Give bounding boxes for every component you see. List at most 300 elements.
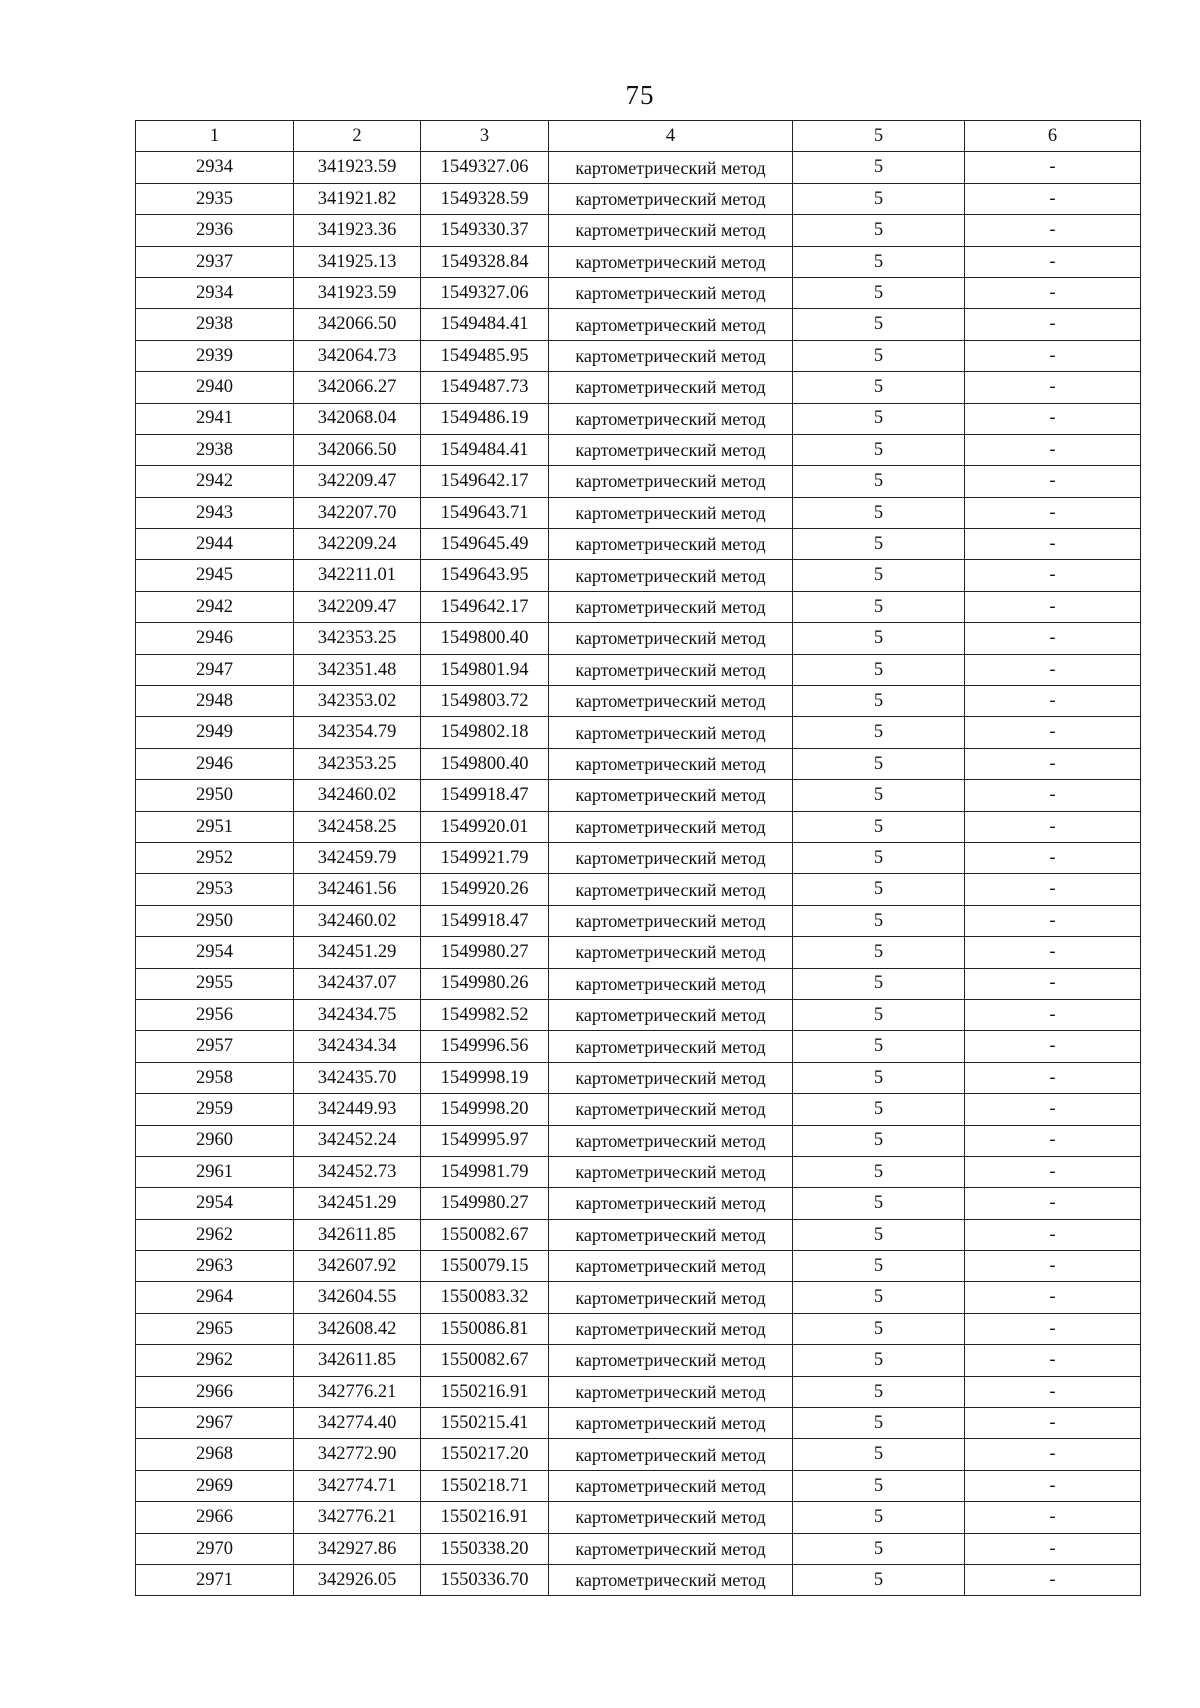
- point-number-cell: 2934: [136, 277, 294, 308]
- table-row: [136, 1188, 1141, 1219]
- y-coordinate-cell: 1549487.73: [421, 372, 549, 403]
- accuracy-cell: 5: [793, 277, 965, 308]
- accuracy-cell: 5: [793, 1502, 965, 1533]
- point-number-cell: 2936: [136, 215, 294, 246]
- table-row: [136, 717, 1141, 748]
- table-row: [136, 215, 1141, 246]
- note-cell: -: [965, 591, 1141, 622]
- table-row: [136, 1031, 1141, 1062]
- method-cell: картометрический метод: [549, 1282, 793, 1313]
- accuracy-cell: 5: [793, 434, 965, 465]
- accuracy-cell: 5: [793, 466, 965, 497]
- note-cell: -: [965, 842, 1141, 873]
- note-cell: -: [965, 1219, 1141, 1250]
- accuracy-cell: 5: [793, 874, 965, 905]
- x-coordinate-cell: 342449.93: [294, 1094, 421, 1125]
- x-coordinate-cell: 342607.92: [294, 1251, 421, 1282]
- table-row: [136, 560, 1141, 591]
- point-number-cell: 2959: [136, 1094, 294, 1125]
- note-cell: -: [965, 654, 1141, 685]
- table-row: [136, 152, 1141, 183]
- note-cell: -: [965, 560, 1141, 591]
- method-cell: картометрический метод: [549, 1533, 793, 1564]
- accuracy-cell: 5: [793, 1439, 965, 1470]
- point-number-cell: 2958: [136, 1062, 294, 1093]
- method-cell: картометрический метод: [549, 623, 793, 654]
- method-cell: картометрический метод: [549, 215, 793, 246]
- point-number-cell: 2965: [136, 1313, 294, 1344]
- y-coordinate-cell: 1550216.91: [421, 1376, 549, 1407]
- method-cell: картометрический метод: [549, 811, 793, 842]
- y-coordinate-cell: 1549996.56: [421, 1031, 549, 1062]
- method-cell: картометрический метод: [549, 968, 793, 999]
- method-cell: картометрический метод: [549, 1376, 793, 1407]
- y-coordinate-cell: 1549920.01: [421, 811, 549, 842]
- table-row: [136, 1156, 1141, 1187]
- method-cell: картометрический метод: [549, 1470, 793, 1501]
- method-cell: картометрический метод: [549, 874, 793, 905]
- table-row: [136, 434, 1141, 465]
- x-coordinate-cell: 342772.90: [294, 1439, 421, 1470]
- x-coordinate-cell: 342460.02: [294, 905, 421, 936]
- x-coordinate-cell: 342351.48: [294, 654, 421, 685]
- note-cell: -: [965, 1251, 1141, 1282]
- table-row: [136, 1345, 1141, 1376]
- x-coordinate-cell: 342451.29: [294, 937, 421, 968]
- method-cell: картометрический метод: [549, 497, 793, 528]
- accuracy-cell: 5: [793, 717, 965, 748]
- x-coordinate-cell: 342068.04: [294, 403, 421, 434]
- y-coordinate-cell: 1549643.95: [421, 560, 549, 591]
- point-number-cell: 2949: [136, 717, 294, 748]
- method-cell: картометрический метод: [549, 1219, 793, 1250]
- accuracy-cell: 5: [793, 403, 965, 434]
- method-cell: картометрический метод: [549, 246, 793, 277]
- note-cell: -: [965, 1062, 1141, 1093]
- method-cell: картометрический метод: [549, 717, 793, 748]
- coordinates-table: [135, 120, 1141, 1596]
- y-coordinate-cell: 1549643.71: [421, 497, 549, 528]
- point-number-cell: 2967: [136, 1408, 294, 1439]
- method-cell: картометрический метод: [549, 1439, 793, 1470]
- table-row: [136, 1282, 1141, 1313]
- note-cell: -: [965, 1470, 1141, 1501]
- point-number-cell: 2946: [136, 748, 294, 779]
- accuracy-cell: 5: [793, 246, 965, 277]
- table-row: [136, 1502, 1141, 1533]
- table-row: [136, 686, 1141, 717]
- y-coordinate-cell: 1549980.26: [421, 968, 549, 999]
- point-number-cell: 2951: [136, 811, 294, 842]
- note-cell: -: [965, 1408, 1141, 1439]
- accuracy-cell: 5: [793, 152, 965, 183]
- y-coordinate-cell: 1549918.47: [421, 780, 549, 811]
- method-cell: картометрический метод: [549, 1094, 793, 1125]
- x-coordinate-cell: 342459.79: [294, 842, 421, 873]
- note-cell: -: [965, 1439, 1141, 1470]
- y-coordinate-cell: 1550215.41: [421, 1408, 549, 1439]
- note-cell: -: [965, 215, 1141, 246]
- point-number-cell: 2943: [136, 497, 294, 528]
- accuracy-cell: 5: [793, 1251, 965, 1282]
- accuracy-cell: 5: [793, 905, 965, 936]
- accuracy-cell: 5: [793, 937, 965, 968]
- note-cell: -: [965, 183, 1141, 214]
- method-cell: картометрический метод: [549, 937, 793, 968]
- point-number-cell: 2962: [136, 1345, 294, 1376]
- point-number-cell: 2946: [136, 623, 294, 654]
- x-coordinate-cell: 342611.85: [294, 1345, 421, 1376]
- y-coordinate-cell: 1549642.17: [421, 591, 549, 622]
- accuracy-cell: 5: [793, 623, 965, 654]
- column-header: 5: [793, 121, 965, 152]
- x-coordinate-cell: 342354.79: [294, 717, 421, 748]
- y-coordinate-cell: 1550216.91: [421, 1502, 549, 1533]
- note-cell: -: [965, 403, 1141, 434]
- accuracy-cell: 5: [793, 780, 965, 811]
- point-number-cell: 2955: [136, 968, 294, 999]
- method-cell: картометрический метод: [549, 152, 793, 183]
- x-coordinate-cell: 342460.02: [294, 780, 421, 811]
- note-cell: -: [965, 340, 1141, 371]
- note-cell: -: [965, 1188, 1141, 1219]
- method-cell: картометрический метод: [549, 1125, 793, 1156]
- table-row: [136, 1470, 1141, 1501]
- x-coordinate-cell: 342774.40: [294, 1408, 421, 1439]
- point-number-cell: 2963: [136, 1251, 294, 1282]
- y-coordinate-cell: 1549328.84: [421, 246, 549, 277]
- point-number-cell: 2935: [136, 183, 294, 214]
- y-coordinate-cell: 1550079.15: [421, 1251, 549, 1282]
- accuracy-cell: 5: [793, 1282, 965, 1313]
- x-coordinate-cell: 342066.27: [294, 372, 421, 403]
- method-cell: картометрический метод: [549, 748, 793, 779]
- accuracy-cell: 5: [793, 1031, 965, 1062]
- accuracy-cell: 5: [793, 560, 965, 591]
- point-number-cell: 2952: [136, 842, 294, 873]
- method-cell: картометрический метод: [549, 340, 793, 371]
- column-header: 4: [549, 121, 793, 152]
- x-coordinate-cell: 341923.59: [294, 152, 421, 183]
- x-coordinate-cell: 342353.02: [294, 686, 421, 717]
- point-number-cell: 2966: [136, 1376, 294, 1407]
- y-coordinate-cell: 1549995.97: [421, 1125, 549, 1156]
- accuracy-cell: 5: [793, 654, 965, 685]
- point-number-cell: 2947: [136, 654, 294, 685]
- table-row: [136, 842, 1141, 873]
- point-number-cell: 2956: [136, 999, 294, 1030]
- point-number-cell: 2940: [136, 372, 294, 403]
- x-coordinate-cell: 342774.71: [294, 1470, 421, 1501]
- point-number-cell: 2964: [136, 1282, 294, 1313]
- table-row: [136, 937, 1141, 968]
- method-cell: картометрический метод: [549, 529, 793, 560]
- method-cell: картометрический метод: [549, 183, 793, 214]
- method-cell: картометрический метод: [549, 1564, 793, 1595]
- y-coordinate-cell: 1549998.20: [421, 1094, 549, 1125]
- table-row: [136, 968, 1141, 999]
- y-coordinate-cell: 1550217.20: [421, 1439, 549, 1470]
- note-cell: -: [965, 1031, 1141, 1062]
- x-coordinate-cell: 342926.05: [294, 1564, 421, 1595]
- method-cell: картометрический метод: [549, 434, 793, 465]
- y-coordinate-cell: 1550082.67: [421, 1219, 549, 1250]
- method-cell: картометрический метод: [549, 1408, 793, 1439]
- accuracy-cell: 5: [793, 1564, 965, 1595]
- table-row: [136, 811, 1141, 842]
- y-coordinate-cell: 1549330.37: [421, 215, 549, 246]
- column-header: 3: [421, 121, 549, 152]
- accuracy-cell: 5: [793, 1125, 965, 1156]
- method-cell: картометрический метод: [549, 999, 793, 1030]
- table-body: [136, 152, 1141, 1596]
- y-coordinate-cell: 1549981.79: [421, 1156, 549, 1187]
- note-cell: -: [965, 1533, 1141, 1564]
- point-number-cell: 2945: [136, 560, 294, 591]
- accuracy-cell: 5: [793, 372, 965, 403]
- method-cell: картометрический метод: [549, 309, 793, 340]
- table-row: [136, 1439, 1141, 1470]
- note-cell: -: [965, 1313, 1141, 1344]
- method-cell: картометрический метод: [549, 1062, 793, 1093]
- table-row: [136, 999, 1141, 1030]
- note-cell: -: [965, 968, 1141, 999]
- point-number-cell: 2954: [136, 1188, 294, 1219]
- y-coordinate-cell: 1550083.32: [421, 1282, 549, 1313]
- point-number-cell: 2942: [136, 466, 294, 497]
- table-row: [136, 1533, 1141, 1564]
- accuracy-cell: 5: [793, 1470, 965, 1501]
- accuracy-cell: 5: [793, 1188, 965, 1219]
- accuracy-cell: 5: [793, 1156, 965, 1187]
- accuracy-cell: 5: [793, 811, 965, 842]
- accuracy-cell: 5: [793, 1094, 965, 1125]
- note-cell: -: [965, 999, 1141, 1030]
- y-coordinate-cell: 1549998.19: [421, 1062, 549, 1093]
- method-cell: картометрический метод: [549, 1251, 793, 1282]
- point-number-cell: 2970: [136, 1533, 294, 1564]
- column-header: 6: [965, 121, 1141, 152]
- table-row: [136, 246, 1141, 277]
- table-row: [136, 529, 1141, 560]
- table-row: [136, 1219, 1141, 1250]
- y-coordinate-cell: 1550218.71: [421, 1470, 549, 1501]
- x-coordinate-cell: 342435.70: [294, 1062, 421, 1093]
- accuracy-cell: 5: [793, 1376, 965, 1407]
- accuracy-cell: 5: [793, 842, 965, 873]
- x-coordinate-cell: 342064.73: [294, 340, 421, 371]
- x-coordinate-cell: 342451.29: [294, 1188, 421, 1219]
- table-row: [136, 874, 1141, 905]
- y-coordinate-cell: 1549642.17: [421, 466, 549, 497]
- table-row: [136, 403, 1141, 434]
- y-coordinate-cell: 1550338.20: [421, 1533, 549, 1564]
- y-coordinate-cell: 1549484.41: [421, 309, 549, 340]
- method-cell: картометрический метод: [549, 686, 793, 717]
- y-coordinate-cell: 1549328.59: [421, 183, 549, 214]
- accuracy-cell: 5: [793, 183, 965, 214]
- method-cell: картометрический метод: [549, 1188, 793, 1219]
- table-row: [136, 780, 1141, 811]
- y-coordinate-cell: 1550336.70: [421, 1564, 549, 1595]
- method-cell: картометрический метод: [549, 842, 793, 873]
- y-coordinate-cell: 1549802.18: [421, 717, 549, 748]
- table-row: [136, 1564, 1141, 1595]
- method-cell: картометрический метод: [549, 560, 793, 591]
- note-cell: -: [965, 466, 1141, 497]
- y-coordinate-cell: 1549486.19: [421, 403, 549, 434]
- point-number-cell: 2969: [136, 1470, 294, 1501]
- table-header-row: [136, 121, 1141, 152]
- method-cell: картометрический метод: [549, 780, 793, 811]
- point-number-cell: 2961: [136, 1156, 294, 1187]
- note-cell: -: [965, 780, 1141, 811]
- method-cell: картометрический метод: [549, 654, 793, 685]
- method-cell: картометрический метод: [549, 1345, 793, 1376]
- point-number-cell: 2966: [136, 1502, 294, 1533]
- note-cell: -: [965, 686, 1141, 717]
- y-coordinate-cell: 1549327.06: [421, 152, 549, 183]
- y-coordinate-cell: 1549980.27: [421, 1188, 549, 1219]
- x-coordinate-cell: 342604.55: [294, 1282, 421, 1313]
- point-number-cell: 2950: [136, 780, 294, 811]
- x-coordinate-cell: 342452.24: [294, 1125, 421, 1156]
- table-row: [136, 905, 1141, 936]
- y-coordinate-cell: 1549918.47: [421, 905, 549, 936]
- note-cell: -: [965, 1282, 1141, 1313]
- accuracy-cell: 5: [793, 591, 965, 622]
- note-cell: -: [965, 309, 1141, 340]
- note-cell: -: [965, 246, 1141, 277]
- y-coordinate-cell: 1549800.40: [421, 623, 549, 654]
- point-number-cell: 2938: [136, 309, 294, 340]
- note-cell: -: [965, 874, 1141, 905]
- y-coordinate-cell: 1549801.94: [421, 654, 549, 685]
- table-row: [136, 309, 1141, 340]
- method-cell: картометрический метод: [549, 1156, 793, 1187]
- note-cell: -: [965, 277, 1141, 308]
- x-coordinate-cell: 341925.13: [294, 246, 421, 277]
- y-coordinate-cell: 1549327.06: [421, 277, 549, 308]
- accuracy-cell: 5: [793, 215, 965, 246]
- table-row: [136, 1408, 1141, 1439]
- method-cell: картометрический метод: [549, 372, 793, 403]
- accuracy-cell: 5: [793, 309, 965, 340]
- table-row: [136, 1376, 1141, 1407]
- note-cell: -: [965, 905, 1141, 936]
- method-cell: картометрический метод: [549, 403, 793, 434]
- y-coordinate-cell: 1549485.95: [421, 340, 549, 371]
- x-coordinate-cell: 342458.25: [294, 811, 421, 842]
- x-coordinate-cell: 342776.21: [294, 1502, 421, 1533]
- accuracy-cell: 5: [793, 497, 965, 528]
- note-cell: -: [965, 529, 1141, 560]
- method-cell: картометрический метод: [549, 1502, 793, 1533]
- point-number-cell: 2968: [136, 1439, 294, 1470]
- point-number-cell: 2950: [136, 905, 294, 936]
- note-cell: -: [965, 1094, 1141, 1125]
- y-coordinate-cell: 1549921.79: [421, 842, 549, 873]
- page-number: 75: [625, 80, 655, 110]
- accuracy-cell: 5: [793, 968, 965, 999]
- x-coordinate-cell: 342066.50: [294, 434, 421, 465]
- note-cell: -: [965, 1376, 1141, 1407]
- x-coordinate-cell: 342776.21: [294, 1376, 421, 1407]
- x-coordinate-cell: 342437.07: [294, 968, 421, 999]
- x-coordinate-cell: 342452.73: [294, 1156, 421, 1187]
- note-cell: -: [965, 1564, 1141, 1595]
- note-cell: -: [965, 434, 1141, 465]
- table-row: [136, 1251, 1141, 1282]
- table-row: [136, 1062, 1141, 1093]
- note-cell: -: [965, 1502, 1141, 1533]
- table-row: [136, 591, 1141, 622]
- x-coordinate-cell: 342611.85: [294, 1219, 421, 1250]
- table-row: [136, 340, 1141, 371]
- x-coordinate-cell: 342608.42: [294, 1313, 421, 1344]
- point-number-cell: 2942: [136, 591, 294, 622]
- table-row: [136, 1094, 1141, 1125]
- accuracy-cell: 5: [793, 340, 965, 371]
- accuracy-cell: 5: [793, 999, 965, 1030]
- point-number-cell: 2934: [136, 152, 294, 183]
- method-cell: картометрический метод: [549, 466, 793, 497]
- note-cell: -: [965, 1345, 1141, 1376]
- table-row: [136, 277, 1141, 308]
- note-cell: -: [965, 811, 1141, 842]
- x-coordinate-cell: 342209.24: [294, 529, 421, 560]
- y-coordinate-cell: 1549982.52: [421, 999, 549, 1030]
- x-coordinate-cell: 341921.82: [294, 183, 421, 214]
- accuracy-cell: 5: [793, 1313, 965, 1344]
- point-number-cell: 2960: [136, 1125, 294, 1156]
- note-cell: -: [965, 372, 1141, 403]
- y-coordinate-cell: 1550086.81: [421, 1313, 549, 1344]
- x-coordinate-cell: 342209.47: [294, 591, 421, 622]
- point-number-cell: 2954: [136, 937, 294, 968]
- accuracy-cell: 5: [793, 1533, 965, 1564]
- point-number-cell: 2938: [136, 434, 294, 465]
- x-coordinate-cell: 342209.47: [294, 466, 421, 497]
- y-coordinate-cell: 1549484.41: [421, 434, 549, 465]
- note-cell: -: [965, 1156, 1141, 1187]
- table-row: [136, 654, 1141, 685]
- note-cell: -: [965, 152, 1141, 183]
- y-coordinate-cell: 1549920.26: [421, 874, 549, 905]
- y-coordinate-cell: 1550082.67: [421, 1345, 549, 1376]
- y-coordinate-cell: 1549800.40: [421, 748, 549, 779]
- y-coordinate-cell: 1549645.49: [421, 529, 549, 560]
- table-row: [136, 183, 1141, 214]
- x-coordinate-cell: 342353.25: [294, 748, 421, 779]
- point-number-cell: 2962: [136, 1219, 294, 1250]
- table-row: [136, 748, 1141, 779]
- method-cell: картометрический метод: [549, 1313, 793, 1344]
- point-number-cell: 2953: [136, 874, 294, 905]
- x-coordinate-cell: 342353.25: [294, 623, 421, 654]
- point-number-cell: 2939: [136, 340, 294, 371]
- note-cell: -: [965, 748, 1141, 779]
- method-cell: картометрический метод: [549, 277, 793, 308]
- y-coordinate-cell: 1549803.72: [421, 686, 549, 717]
- point-number-cell: 2948: [136, 686, 294, 717]
- point-number-cell: 2957: [136, 1031, 294, 1062]
- x-coordinate-cell: 342434.34: [294, 1031, 421, 1062]
- accuracy-cell: 5: [793, 1062, 965, 1093]
- x-coordinate-cell: 342927.86: [294, 1533, 421, 1564]
- note-cell: -: [965, 497, 1141, 528]
- x-coordinate-cell: 342207.70: [294, 497, 421, 528]
